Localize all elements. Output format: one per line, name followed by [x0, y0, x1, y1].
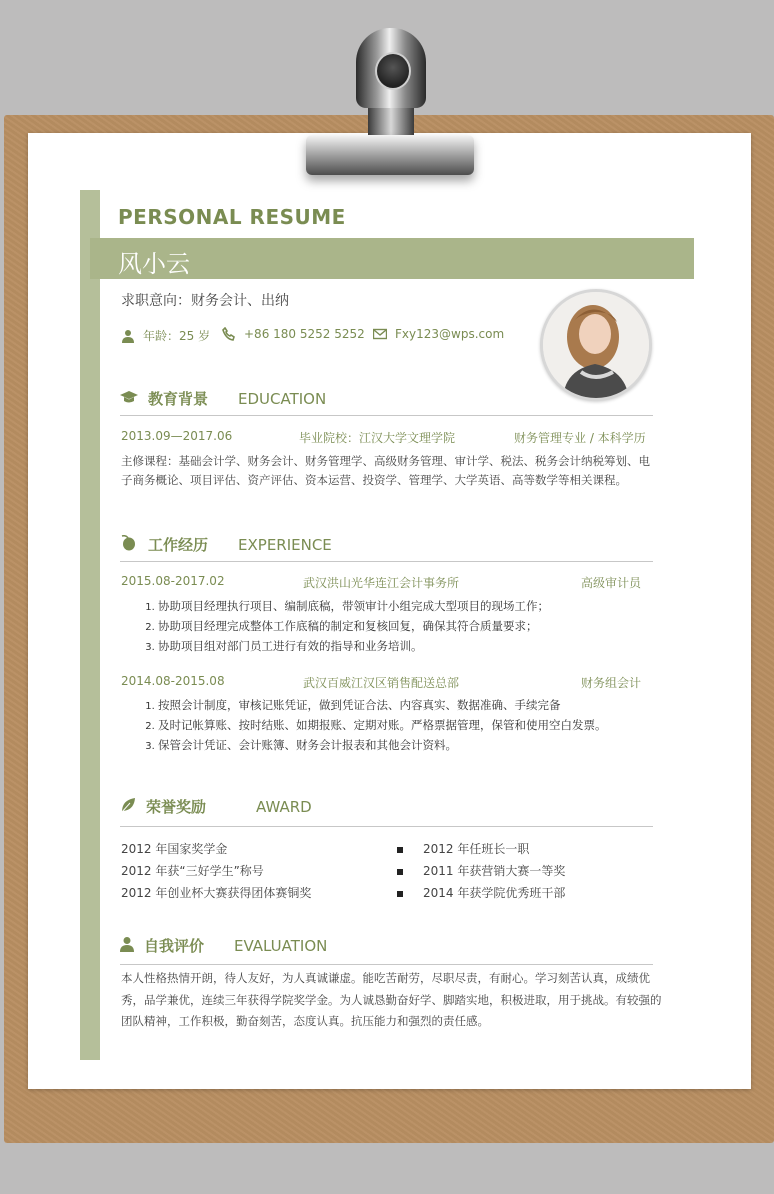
experience-divider	[120, 561, 653, 562]
education-major: 财务管理专业 / 本科学历	[514, 431, 646, 445]
page-title: PERSONAL RESUME	[118, 205, 346, 229]
education-title-en: EDUCATION	[238, 389, 327, 408]
list-item: 2014 年获学院优秀班干部	[397, 882, 565, 904]
contact-age	[121, 327, 210, 344]
phone-icon	[222, 327, 236, 341]
award-title-en: AWARD	[256, 797, 312, 816]
contact-phone	[222, 327, 365, 341]
list-item: 2. 及时记帐算账、按时结账、如期报账、定期对账。严格票据管理，保管和使用空白发票。	[158, 715, 607, 735]
graduation-cap-icon	[120, 389, 138, 408]
bullet-icon	[397, 891, 403, 897]
person-icon	[120, 936, 134, 956]
job-period: 2014.08-2015.08	[121, 674, 225, 688]
bullet-icon	[397, 869, 403, 875]
person-icon	[121, 329, 135, 343]
age-text: 年龄：25 岁	[143, 329, 211, 343]
evaluation-title-en: EVALUATION	[234, 936, 328, 955]
mouse-icon	[120, 535, 138, 555]
email-text: Fxy123@wps.com	[395, 327, 505, 341]
clip-hole	[375, 52, 411, 90]
education-title-cn: 教育背景	[148, 390, 209, 408]
award-divider	[120, 826, 653, 827]
education-heading	[120, 388, 326, 409]
list-item: 2012 年创业杯大赛获得团体赛铜奖	[121, 886, 312, 900]
clip-base	[306, 135, 474, 175]
education-courses: 主修课程：基础会计学、财务会计、财务管理学、高级财务管理、审计学、税法、税务会计纳税筹划、电子商务概论、项目评估、资产评估、资本运营、投资学、管理学、大学英语、高等数学等相关课程。	[121, 454, 650, 487]
award-list-left	[121, 838, 311, 904]
job-period: 2015.08-2017.02	[121, 574, 225, 588]
job-duties-1	[138, 596, 549, 656]
experience-title-cn: 工作经历	[148, 536, 209, 554]
list-item: 2. 协助项目经理完成整体工作底稿的制定和复核回复，确保其符合质量要求；	[158, 616, 549, 636]
list-item: 3. 协助项目组对部门员工进行有效的指导和业务培训。	[158, 636, 549, 656]
list-item: 1. 协助项目经理执行项目、编制底稿，带领审计小组完成大型项目的现场工作；	[158, 596, 549, 616]
avatar	[540, 289, 652, 401]
job-company: 武汉百威江汉区销售配送总部	[303, 676, 460, 690]
award-list-right	[397, 838, 565, 904]
phone-text: +86 180 5252 5252	[244, 327, 365, 341]
job-objective: 求职意向：财务会计、出纳	[121, 293, 289, 309]
education-divider	[120, 415, 653, 416]
experience-heading	[120, 534, 332, 555]
candidate-name: 风小云	[118, 250, 190, 278]
mail-icon	[373, 327, 387, 341]
list-item: 2012 年获“三好学生”称号	[121, 864, 264, 878]
evaluation-text: 本人性格热情开朗，待人友好，为人真诚谦虚。能吃苦耐劳，尽职尽责，有耐心。学习刻苦认真，成绩优秀，品学兼优，连续三年获得学院奖学金。为人诚恳勤奋好学、脚踏实地，积极进取，用于挑战。有较强的团队精神，工作积极，勤奋刻苦，态度认真。抗压能力和强烈的责任感。	[121, 971, 662, 1028]
education-school: 毕业院校：江汉大学文理学院	[299, 431, 456, 445]
list-item: 1. 按照会计制度，审核记账凭证，做到凭证合法、内容真实、数据准确、手续完备	[158, 695, 607, 715]
evaluation-title-cn: 自我评价	[144, 937, 205, 955]
decorative-sidebar	[80, 190, 100, 1060]
evaluation-heading	[120, 935, 327, 956]
list-item: 3. 保管会计凭证、会计账簿、财务会计报表和其他会计资料。	[158, 735, 607, 755]
list-item: 2012 年国家奖学金	[121, 842, 228, 856]
job-duties-2	[138, 695, 607, 755]
award-heading	[120, 796, 312, 817]
contact-email[interactable]	[373, 327, 504, 341]
education-period: 2013.09—2017.06	[121, 429, 233, 443]
list-item: 2011 年获营销大赛一等奖	[397, 860, 565, 882]
job-role: 财务组会计	[581, 676, 642, 690]
job-company: 武汉洪山光华连江会计事务所	[303, 576, 460, 590]
list-item: 2012 年任班长一职	[397, 838, 565, 860]
experience-title-en: EXPERIENCE	[238, 535, 332, 554]
bullet-icon	[397, 847, 403, 853]
award-title-cn: 荣誉奖励	[146, 798, 207, 816]
job-role: 高级审计员	[581, 576, 642, 590]
evaluation-divider	[120, 964, 653, 965]
leaf-icon	[120, 797, 136, 817]
